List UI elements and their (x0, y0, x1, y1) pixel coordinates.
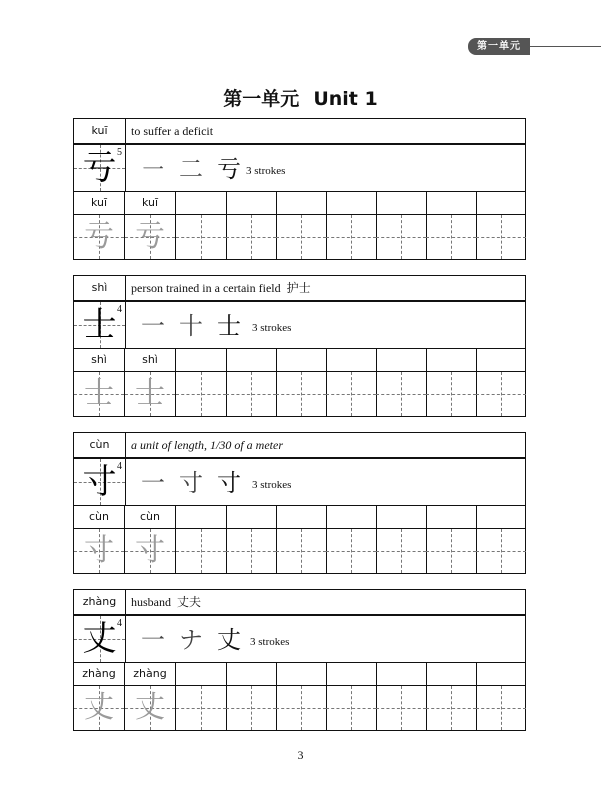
model-char-box (74, 616, 126, 662)
unit-tab: 第一单元 (468, 38, 530, 55)
pinyin-label: shì (74, 276, 126, 300)
practice-pinyin: shì (74, 349, 125, 371)
trace-cell[interactable] (74, 686, 125, 730)
trace-cell[interactable] (125, 372, 176, 416)
meaning-row (74, 590, 525, 616)
practice-pinyin: zhàng (125, 663, 176, 685)
trace-cell[interactable] (74, 215, 125, 259)
practice-cell[interactable] (326, 215, 377, 259)
practice-pinyin: cùn (74, 506, 125, 528)
meaning-example-cn: 护士 (286, 281, 311, 295)
practice-cell[interactable] (226, 215, 277, 259)
meaning-en: a unit of length, 1/30 of a meter (131, 438, 283, 452)
practice-pinyin: kuī (74, 192, 125, 214)
practice-row (74, 529, 525, 573)
stroke-step-3: 寸 (217, 469, 241, 497)
model-character: 亏 (82, 148, 117, 188)
practice-pinyin-blank[interactable] (426, 192, 477, 214)
practice-cell[interactable] (326, 372, 377, 416)
practice-pinyin: shì (125, 349, 176, 371)
practice-cell[interactable] (176, 529, 227, 573)
practice-cell[interactable] (176, 686, 227, 730)
practice-pinyin-blank[interactable] (376, 506, 427, 528)
character-card-cun (73, 432, 526, 574)
stroke-step-1: 一 (141, 469, 165, 497)
practice-pinyin-blank[interactable] (226, 192, 277, 214)
practice-row (74, 686, 525, 730)
unit-tab-rule (528, 46, 601, 47)
practice-cell[interactable] (326, 686, 377, 730)
practice-cell[interactable] (276, 529, 327, 573)
stroke-number: 5 (117, 147, 122, 158)
practice-cell[interactable] (426, 686, 477, 730)
page-title-cn: 第一单元 (223, 88, 300, 110)
model-char-box (74, 459, 126, 505)
practice-cell[interactable] (276, 215, 327, 259)
practice-cell[interactable] (376, 529, 427, 573)
pinyin-label: kuī (74, 119, 126, 143)
practice-cell[interactable] (426, 372, 477, 416)
meaning-en: person trained in a certain field (131, 281, 281, 295)
meaning-text (131, 433, 283, 457)
practice-cell[interactable] (376, 686, 427, 730)
practice-pinyin-blank[interactable] (326, 506, 377, 528)
model-character: 丈 (82, 619, 117, 659)
stroke-step-2: 二 (179, 155, 203, 183)
practice-pinyin-blank[interactable] (176, 349, 227, 371)
model-character: 士 (82, 305, 117, 345)
model-char-box (74, 302, 126, 348)
practice-cell[interactable] (226, 529, 277, 573)
model-row (74, 145, 525, 192)
meaning-text (131, 276, 311, 300)
trace-character: 丈 (135, 690, 165, 725)
practice-cell[interactable] (476, 215, 526, 259)
page-title-en: Unit 1 (313, 88, 378, 110)
practice-pinyin-blank[interactable] (226, 506, 277, 528)
meaning-text (131, 119, 213, 143)
trace-cell[interactable] (125, 686, 176, 730)
stroke-step-1: 一 (141, 626, 165, 654)
character-card-kui (73, 118, 526, 260)
stroke-step-3: 亏 (217, 155, 241, 183)
trace-cell[interactable] (125, 215, 176, 259)
practice-row (74, 215, 525, 259)
stroke-step-1: 一 (141, 312, 165, 340)
stroke-count: 3 strokes (246, 165, 286, 177)
trace-character: 亏 (84, 219, 114, 254)
trace-character: 寸 (135, 533, 165, 568)
practice-pinyin-row (74, 506, 525, 529)
practice-cell[interactable] (376, 215, 427, 259)
trace-character: 丈 (84, 690, 114, 725)
practice-pinyin-blank[interactable] (176, 506, 227, 528)
meaning-row (74, 433, 525, 459)
practice-cell[interactable] (226, 686, 277, 730)
practice-pinyin-blank[interactable] (376, 349, 427, 371)
trace-character: 士 (84, 376, 114, 411)
pinyin-label: zhàng (74, 590, 126, 614)
character-card-zhang (73, 589, 526, 731)
practice-cell[interactable] (476, 686, 526, 730)
stroke-number: 4 (117, 461, 122, 472)
practice-pinyin-blank[interactable] (276, 192, 327, 214)
stroke-step-2: 十 (179, 312, 203, 340)
model-character: 寸 (82, 462, 117, 502)
stroke-order (134, 620, 248, 660)
pinyin-label: cùn (74, 433, 126, 457)
practice-pinyin: zhàng (74, 663, 125, 685)
stroke-count: 3 strokes (252, 479, 292, 491)
stroke-order (134, 463, 248, 503)
stroke-count: 3 strokes (250, 636, 290, 648)
practice-pinyin: kuī (125, 192, 176, 214)
practice-pinyin-blank[interactable] (376, 192, 427, 214)
stroke-step-2: ナ (179, 626, 203, 654)
meaning-text (131, 590, 201, 614)
practice-cell[interactable] (276, 372, 327, 416)
practice-pinyin-blank[interactable] (426, 506, 477, 528)
practice-pinyin-blank[interactable] (176, 663, 227, 685)
model-row (74, 616, 525, 663)
model-row (74, 459, 525, 506)
stroke-count: 3 strokes (252, 322, 292, 334)
practice-pinyin-blank[interactable] (176, 192, 227, 214)
practice-pinyin-blank[interactable] (476, 506, 526, 528)
practice-pinyin-blank[interactable] (476, 349, 526, 371)
meaning-en: husband (131, 595, 171, 609)
trace-character: 寸 (84, 533, 114, 568)
trace-cell[interactable] (125, 529, 176, 573)
stroke-step-3: 丈 (217, 626, 241, 654)
practice-pinyin-blank[interactable] (426, 663, 477, 685)
practice-pinyin-blank[interactable] (476, 663, 526, 685)
practice-cell[interactable] (326, 529, 377, 573)
stroke-number: 4 (117, 618, 122, 629)
practice-row (74, 372, 525, 416)
page-number: 3 (297, 748, 304, 762)
stroke-step-1: ㇐ (141, 155, 165, 183)
practice-pinyin-blank[interactable] (276, 349, 327, 371)
practice-cell[interactable] (426, 529, 477, 573)
stroke-number: 4 (117, 304, 122, 315)
practice-cell[interactable] (226, 372, 277, 416)
practice-cell[interactable] (376, 372, 427, 416)
trace-character: 士 (135, 376, 165, 411)
trace-cell[interactable] (74, 529, 125, 573)
practice-pinyin-row (74, 349, 525, 372)
practice-cell[interactable] (476, 529, 526, 573)
practice-pinyin-blank[interactable] (476, 192, 526, 214)
practice-pinyin-blank[interactable] (276, 663, 327, 685)
practice-pinyin-blank[interactable] (326, 349, 377, 371)
stroke-step-2: 寸 (179, 469, 203, 497)
stroke-step-3: 士 (217, 312, 241, 340)
practice-pinyin-blank[interactable] (376, 663, 427, 685)
practice-cell[interactable] (176, 372, 227, 416)
practice-pinyin-blank[interactable] (276, 506, 327, 528)
practice-cell[interactable] (426, 215, 477, 259)
stroke-order (134, 149, 248, 189)
meaning-example-cn: 丈夫 (177, 595, 202, 609)
practice-cell[interactable] (176, 215, 227, 259)
character-card-shi (73, 275, 526, 417)
practice-pinyin-blank[interactable] (326, 192, 377, 214)
practice-pinyin-blank[interactable] (426, 349, 477, 371)
practice-pinyin-row (74, 663, 525, 686)
meaning-en: to suffer a deficit (131, 124, 214, 138)
practice-pinyin-blank[interactable] (326, 663, 377, 685)
practice-pinyin: cùn (125, 506, 176, 528)
model-char-box (74, 145, 126, 191)
meaning-row (74, 276, 525, 302)
meaning-row (74, 119, 525, 145)
trace-character: 亏 (135, 219, 165, 254)
practice-pinyin-row (74, 192, 525, 215)
practice-cell[interactable] (276, 686, 327, 730)
practice-pinyin-blank[interactable] (226, 663, 277, 685)
practice-pinyin-blank[interactable] (226, 349, 277, 371)
page-title (0, 84, 601, 111)
practice-cell[interactable] (476, 372, 526, 416)
trace-cell[interactable] (74, 372, 125, 416)
stroke-order (134, 306, 248, 346)
model-row (74, 302, 525, 349)
